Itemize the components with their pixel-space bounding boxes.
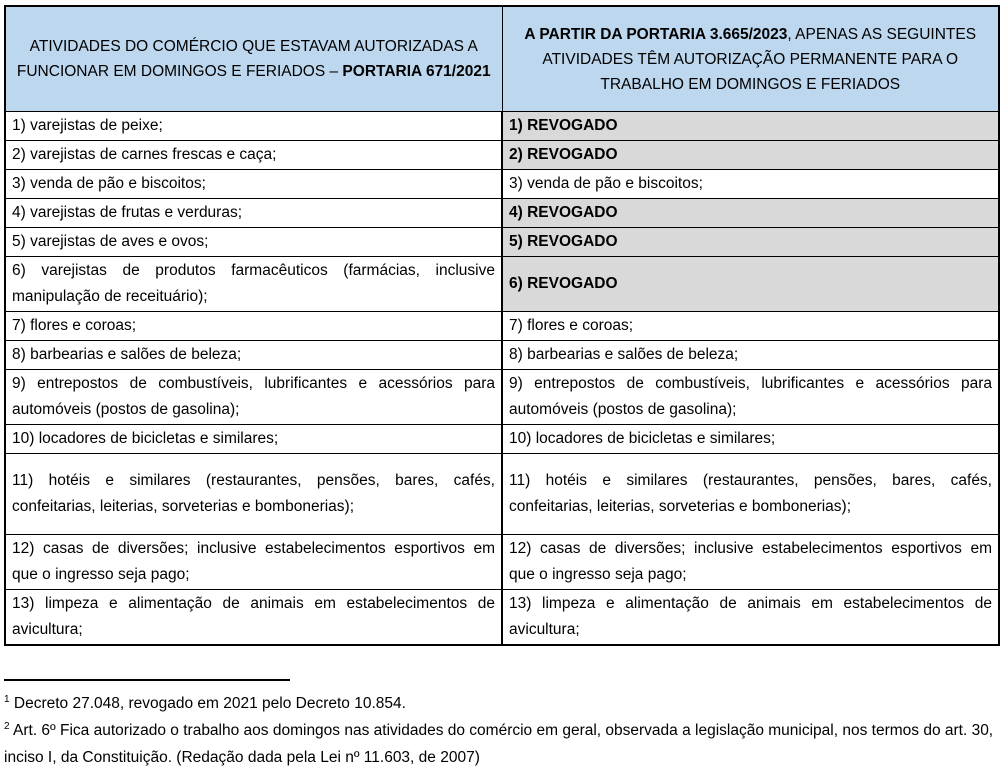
footnote-1-text: Decreto 27.048, revogado em 2021 pelo Decreto 10.854. bbox=[13, 695, 406, 712]
cell-left: 1) varejistas de peixe; bbox=[5, 112, 502, 141]
cell-right: 2) REVOGADO bbox=[502, 141, 999, 170]
table-row bbox=[5, 228, 999, 257]
cell-right: 9) entrepostos de combustíveis, lubrificantes e acessórios para automóveis (postos de gasolina); bbox=[502, 370, 999, 425]
header-row bbox=[5, 6, 999, 112]
cell-right: 13) limpeza e alimentação de animais em estabelecimentos de avicultura; bbox=[502, 590, 999, 646]
table-row bbox=[5, 535, 999, 590]
header-left-bold-text: PORTARIA 671/2021 bbox=[342, 63, 491, 80]
cell-right: 1) REVOGADO bbox=[502, 112, 999, 141]
cell-left: 12) casas de diversões; inclusive estabelecimentos esportivos em que o ingresso seja pago; bbox=[5, 535, 502, 590]
table-row bbox=[5, 141, 999, 170]
footnote-1 bbox=[4, 690, 1000, 717]
cell-right: 11) hotéis e similares (restaurantes, pensões, bares, cafés, confeitarias, leiterias, sorveterias e bombonerias); bbox=[502, 454, 999, 535]
cell-left: 11) hotéis e similares (restaurantes, pensões, bares, cafés, confeitarias, leiterias, sorveterias e bombonerias); bbox=[5, 454, 502, 535]
table-row bbox=[5, 454, 999, 535]
cell-right: 7) flores e coroas; bbox=[502, 312, 999, 341]
footnote-2 bbox=[4, 717, 1000, 771]
footnote-marker: 1 bbox=[4, 693, 10, 705]
table-row bbox=[5, 170, 999, 199]
table-row bbox=[5, 370, 999, 425]
cell-right: 4) REVOGADO bbox=[502, 199, 999, 228]
footnote-separator bbox=[4, 679, 290, 681]
header-left-regular-text: ATIVIDADES DO COMÉRCIO QUE ESTAVAM AUTORIZADAS A FUNCIONAR EM DOMINGOS E FERIADOS – bbox=[16, 38, 478, 80]
cell-left: 6) varejistas de produtos farmacêuticos (farmácias, inclusive manipulação de receituário); bbox=[5, 257, 502, 312]
table-row bbox=[5, 590, 999, 646]
cell-left: 10) locadores de bicicletas e similares; bbox=[5, 425, 502, 454]
table-row bbox=[5, 257, 999, 312]
cell-right: 5) REVOGADO bbox=[502, 228, 999, 257]
footnote-2-text: Art. 6º Fica autorizado o trabalho aos domingos nas atividades do comércio em geral, observada a legislação municipal, nos termos do art. 30, inciso I, da Constituição. (Redação dada pela Lei nº 11.603, de 2007) bbox=[4, 722, 994, 766]
header-col-portaria-3665 bbox=[502, 6, 999, 112]
cell-left: 5) varejistas de aves e ovos; bbox=[5, 228, 502, 257]
cell-left: 9) entrepostos de combustíveis, lubrificantes e acessórios para automóveis (postos de gasolina); bbox=[5, 370, 502, 425]
cell-right: 12) casas de diversões; inclusive estabelecimentos esportivos em que o ingresso seja pago; bbox=[502, 535, 999, 590]
table-row bbox=[5, 425, 999, 454]
table-row bbox=[5, 312, 999, 341]
cell-right: 10) locadores de bicicletas e similares; bbox=[502, 425, 999, 454]
cell-left: 7) flores e coroas; bbox=[5, 312, 502, 341]
footnote-marker: 2 bbox=[4, 720, 10, 732]
table-row bbox=[5, 199, 999, 228]
cell-left: 4) varejistas de frutas e verduras; bbox=[5, 199, 502, 228]
footnotes bbox=[4, 679, 1000, 771]
cell-left: 8) barbearias e salões de beleza; bbox=[5, 341, 502, 370]
header-right-regular-text: , APENAS AS SEGUINTES ATIVIDADES TÊM AUTORIZAÇÃO PERMANENTE PARA O TRABALHO EM DOMINGOS E FERIADOS bbox=[542, 25, 977, 93]
cell-left: 13) limpeza e alimentação de animais em estabelecimentos de avicultura; bbox=[5, 590, 502, 646]
cell-right: 6) REVOGADO bbox=[502, 257, 999, 312]
header-right-bold-text: A PARTIR DA PORTARIA 3.665/2023 bbox=[524, 25, 788, 43]
table-row bbox=[5, 341, 999, 370]
table-row bbox=[5, 112, 999, 141]
cell-left: 3) venda de pão e biscoitos; bbox=[5, 170, 502, 199]
cell-right: 3) venda de pão e biscoitos; bbox=[502, 170, 999, 199]
header-col-portaria-671 bbox=[5, 6, 502, 112]
cell-left: 2) varejistas de carnes frescas e caça; bbox=[5, 141, 502, 170]
comparison-table bbox=[4, 5, 1000, 646]
cell-right: 8) barbearias e salões de beleza; bbox=[502, 341, 999, 370]
